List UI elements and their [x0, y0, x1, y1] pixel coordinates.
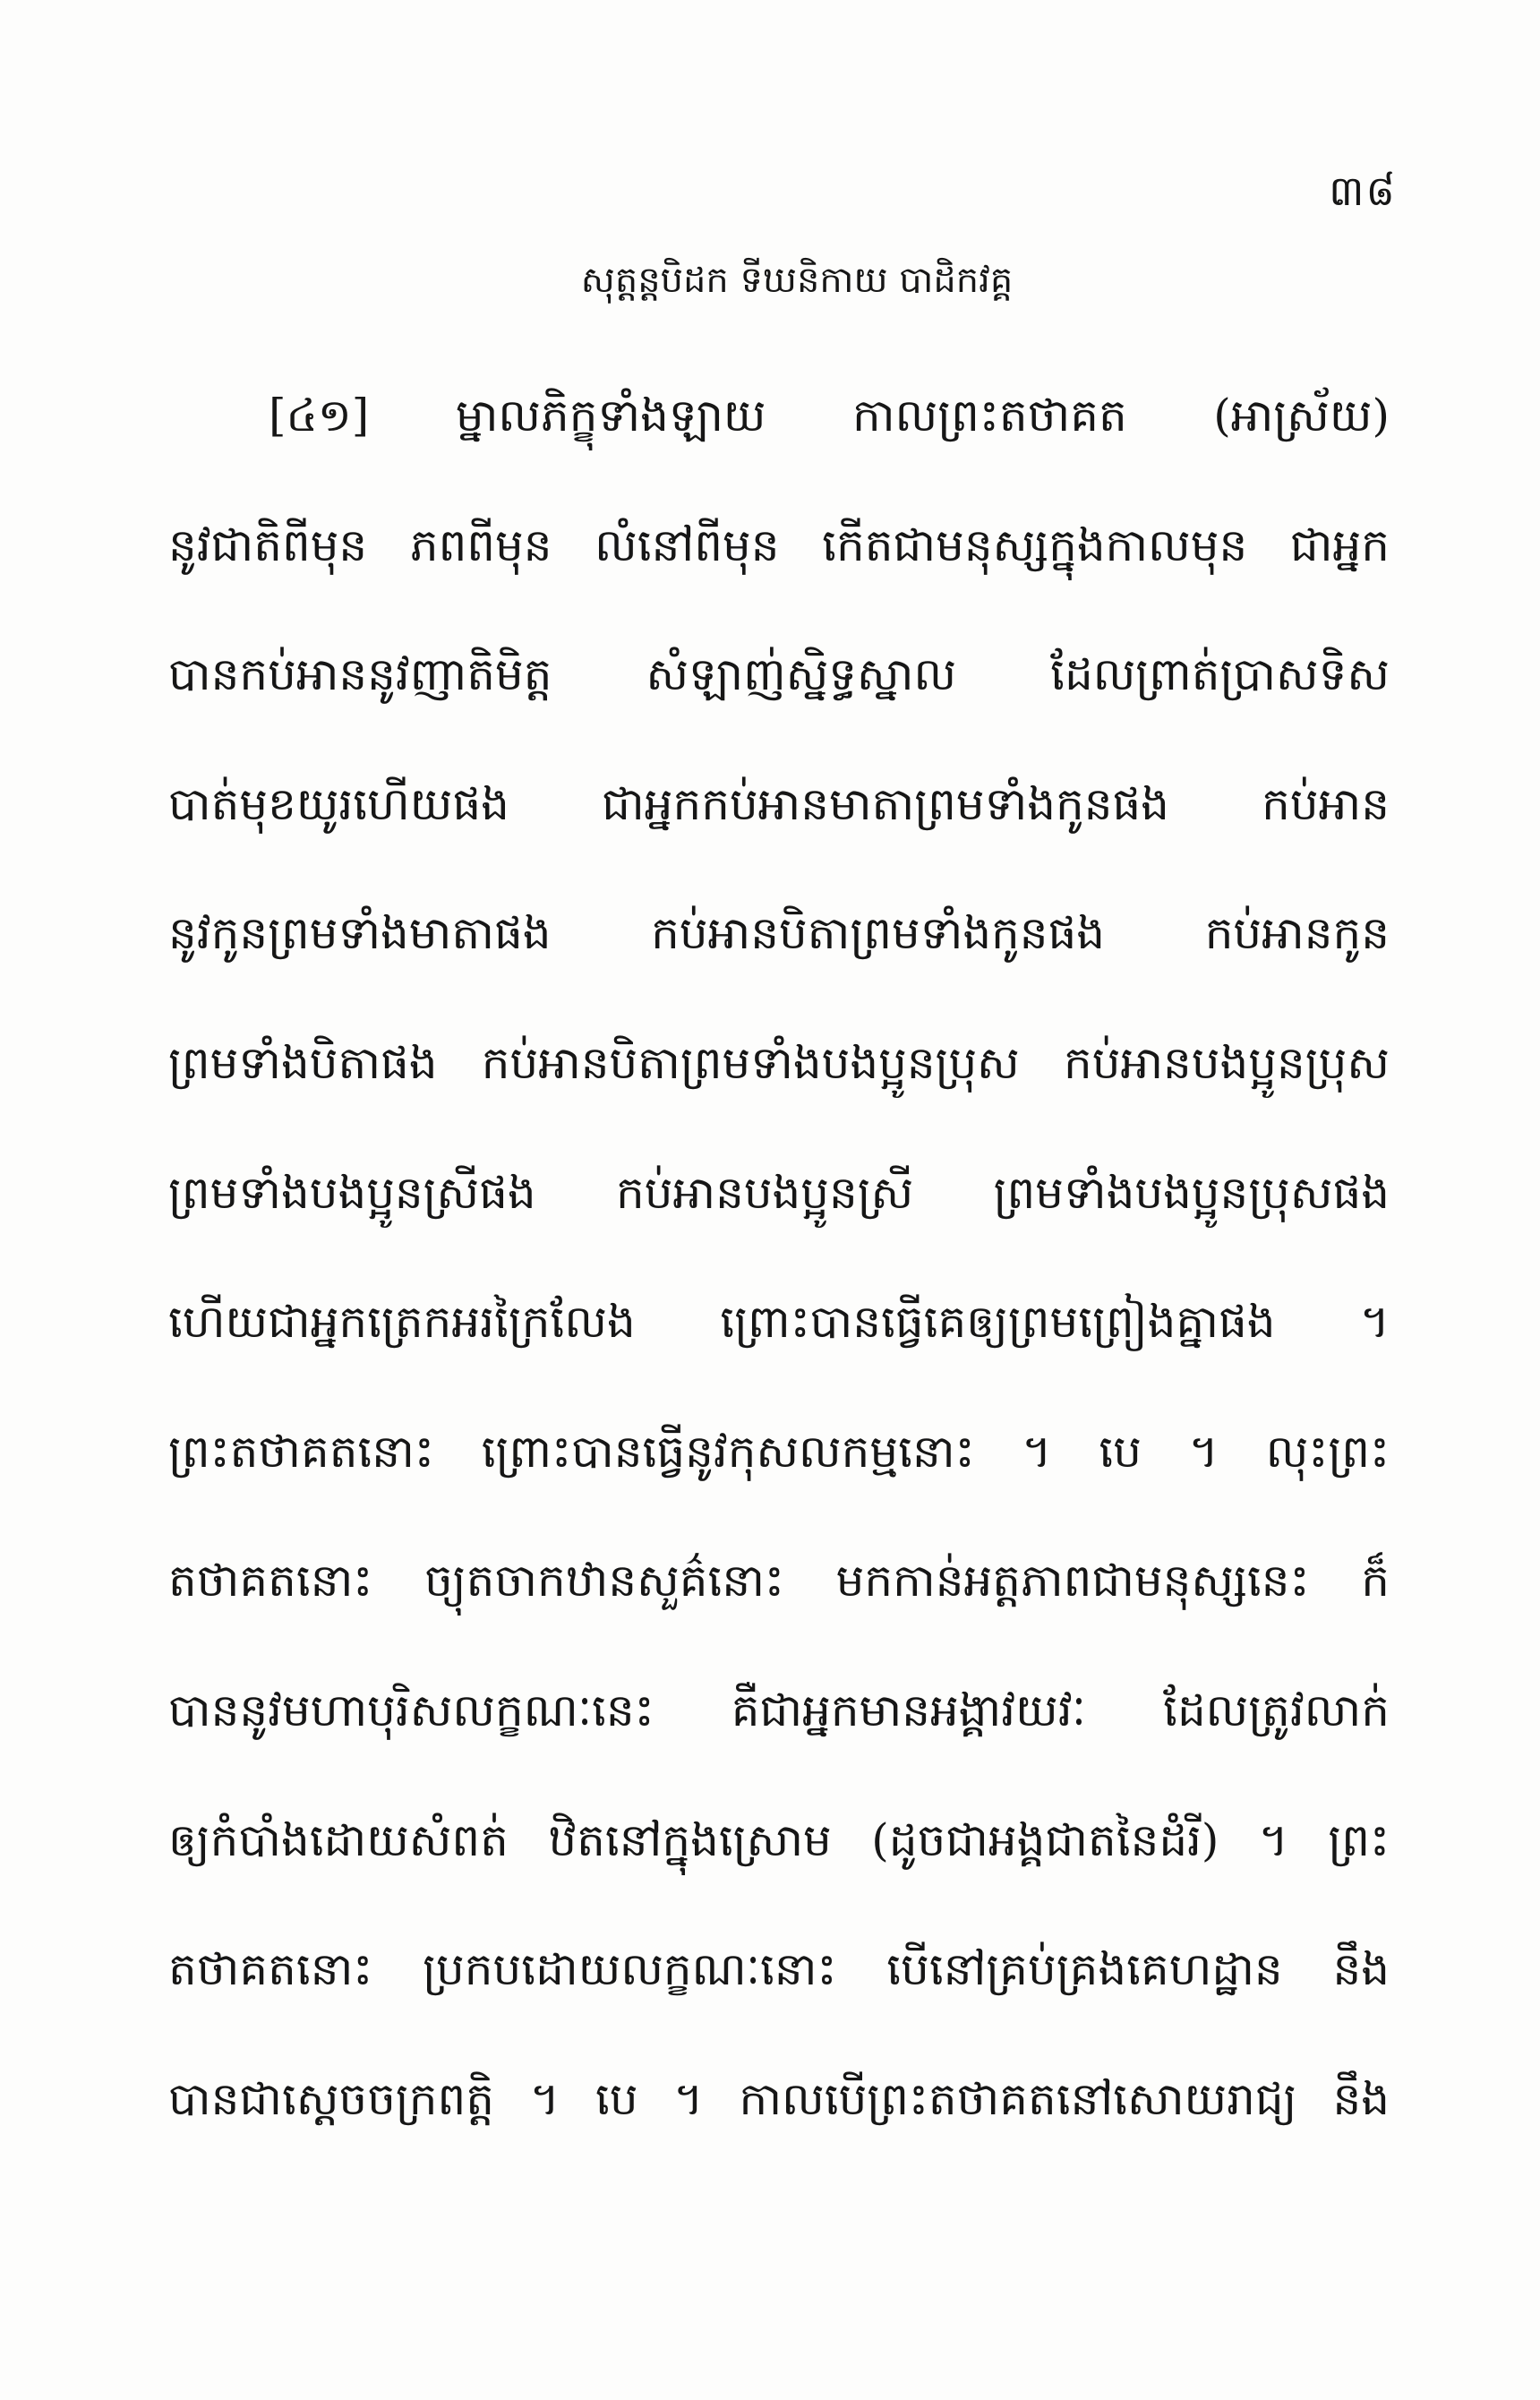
paragraph-line: ព្រមទាំងបងប្អូនស្រីផង កប់អានបងប្អូនស្រី ព្រមទាំងបងប្អូនប្រុសផង	[168, 1166, 1390, 1219]
paragraph-line: តថាគតនោះ ប្រកបដោយលក្ខណៈនោះ បើនៅគ្រប់គ្រងគេហដ្ឋាន នឹង	[168, 1943, 1390, 1996]
running-header: សុត្តន្តបិដក ទីឃនិកាយ បាដិកវគ្គ	[580, 260, 1014, 301]
paragraph-line: ព្រះតថាគតនោះ ព្រោះបានធ្វើនូវកុសលកម្មនោះ ។ បេ ។ លុះព្រះ	[168, 1425, 1390, 1478]
paragraph-line: ព្រមទាំងបិតាផង កប់អានបិតាព្រមទាំងបងប្អូនប្រុស កប់អានបងប្អូនប្រុស	[168, 1036, 1390, 1089]
paragraph-line: នូវកូនព្រមទាំងមាតាផង កប់អានបិតាព្រមទាំងកូនផង កប់អានកូន	[168, 907, 1390, 960]
paragraph-line: បានកប់អាននូវញាតិមិត្ត សំឡាញ់ស្និទ្ធស្នាល ដែលព្រាត់ប្រាសទិស	[168, 648, 1390, 701]
paragraph-line: ហើយជាអ្នកត្រេកអរក្រៃលែង ព្រោះបានធ្វើគេឲ្យព្រមព្រៀងគ្នាផង ។	[168, 1296, 1390, 1349]
body-paragraph	[168, 351, 1390, 2169]
page-number: ៣៨	[1329, 167, 1397, 215]
paragraph-line: បានជាស្តេចចក្រពត្តិ ។ បេ ។ កាលបើព្រះតថាគតនៅសោយរាជ្យ នឹង	[168, 2072, 1390, 2125]
paragraph-line: បាត់មុខយូរហើយផង ជាអ្នកកប់អានមាតាព្រមទាំងកូនផង កប់អាន	[168, 777, 1390, 830]
paragraph-line: បាននូវមហាបុរិសលក្ខណៈនេះ គឺជាអ្នកមានអង្គាវយវៈ ដែលត្រូវលាក់	[168, 1684, 1390, 1736]
paragraph-line: នូវជាតិពីមុន ភពពីមុន លំនៅពីមុន កើតជាមនុស្សក្នុងកាលមុន ជាអ្នក	[168, 519, 1390, 571]
paragraph-line: តថាគតនោះ ច្យុតចាកឋានសួគ៌នោះ មកកាន់អត្តភាពជាមនុស្សនេះ ក៏	[168, 1555, 1390, 1607]
paragraph-line: ឲ្យកំបាំងដោយសំពត់ ឋិតនៅក្នុងស្រោម (ដូចជាអង្គជាតនៃដំរី) ។ ព្រះ	[168, 1813, 1390, 1866]
paragraph-line: [៤១] ម្នាលភិក្ខុទាំងឡាយ កាលព្រះតថាគត (អាស្រ័យ)	[269, 390, 1390, 441]
